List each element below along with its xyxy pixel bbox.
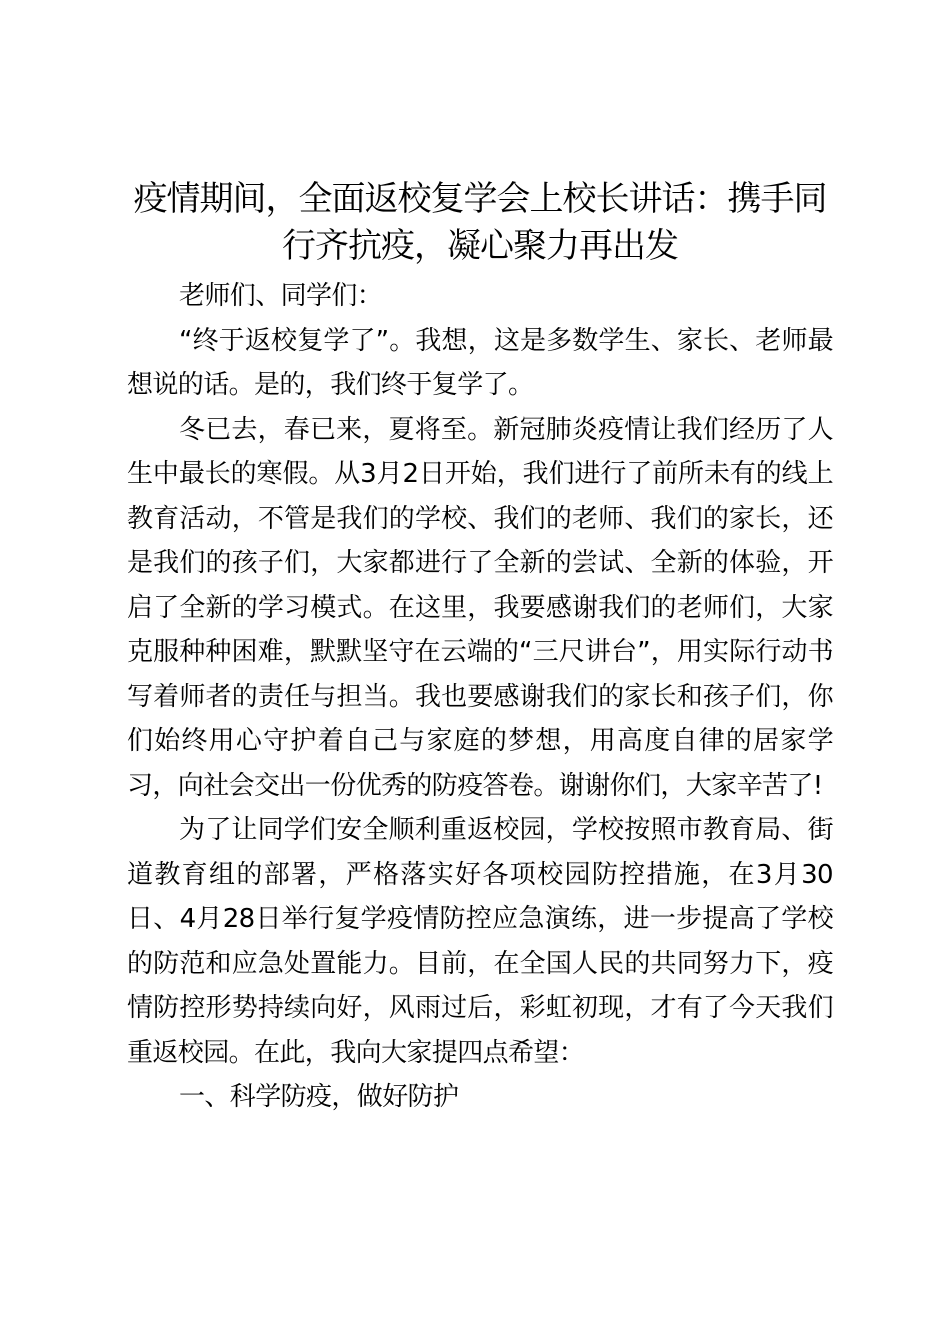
body-paragraph: 冬已去，春已来，夏将至。新冠肺炎疫情让我们经历了人生中最长的寒假。从3月2日开始，我们进行了前所未有的线上教育活动，不管是我们的学校、我们的老师、我们的家长，还是我们的孩子们，大家都进行了全新的尝试、全新的体验，开启了全新的学习模式。在这里，我要感谢我们的老师们，大家克服种种困难，默默坚守在云端的“三尺讲台”，用实际行动书写着师者的责任与担当。我也要感谢我们的家长和孩子们，你们始终用心守护着自己与家庭的梦想，用高度自律的居家学习，向社会交出一份优秀的防疫答卷。谢谢你们，大家辛苦了! [127,414,833,801]
body-paragraph: “终于返校复学了”。我想，这是多数学生、家长、老师最想说的话。是的，我们终于复学了。 [127,325,833,400]
section-heading: 一、科学防疫，做好防护 [179,1082,459,1112]
document-body [127,274,833,1120]
body-paragraph: 为了让同学们安全顺利重返校园，学校按照市教育局、街道教育组的部署，严格落实好各项校园防控措施，在3月30日、4月28日举行复学疫情防控应急演练，进一步提高了学校的防范和应急处置能力。目前，在全国人民的共同努力下，疫情防控形势持续向好，风雨过后，彩虹初现，才有了今天我们重返校园。在此，我向大家提四点希望： [127,815,833,1068]
document-title: 疫情期间，全面返校复学会上校长讲话：携手同行齐抗疫，凝心聚力再出发 [133,179,827,266]
salutation-paragraph: 老师们、同学们： [179,281,383,311]
document-page [127,176,833,1120]
